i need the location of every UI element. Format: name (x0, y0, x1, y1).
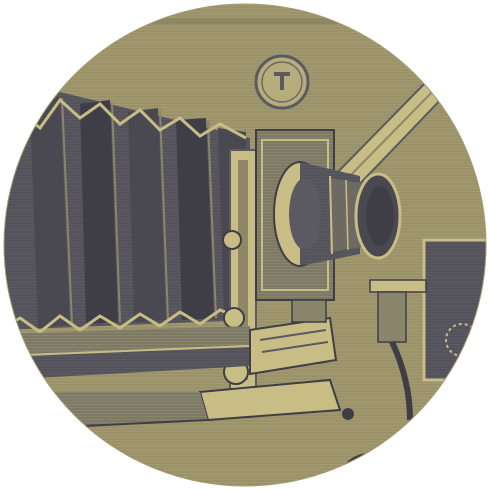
camera-lens (274, 162, 400, 266)
camera-bellows (0, 92, 250, 332)
adjustment-knob-top (223, 231, 241, 249)
floor (0, 430, 490, 490)
foreground-object (344, 452, 408, 488)
wall-band (0, 18, 490, 24)
foreground-knob (342, 408, 354, 420)
adjustment-knob-mid (224, 308, 244, 328)
wall-roundel (256, 56, 308, 108)
